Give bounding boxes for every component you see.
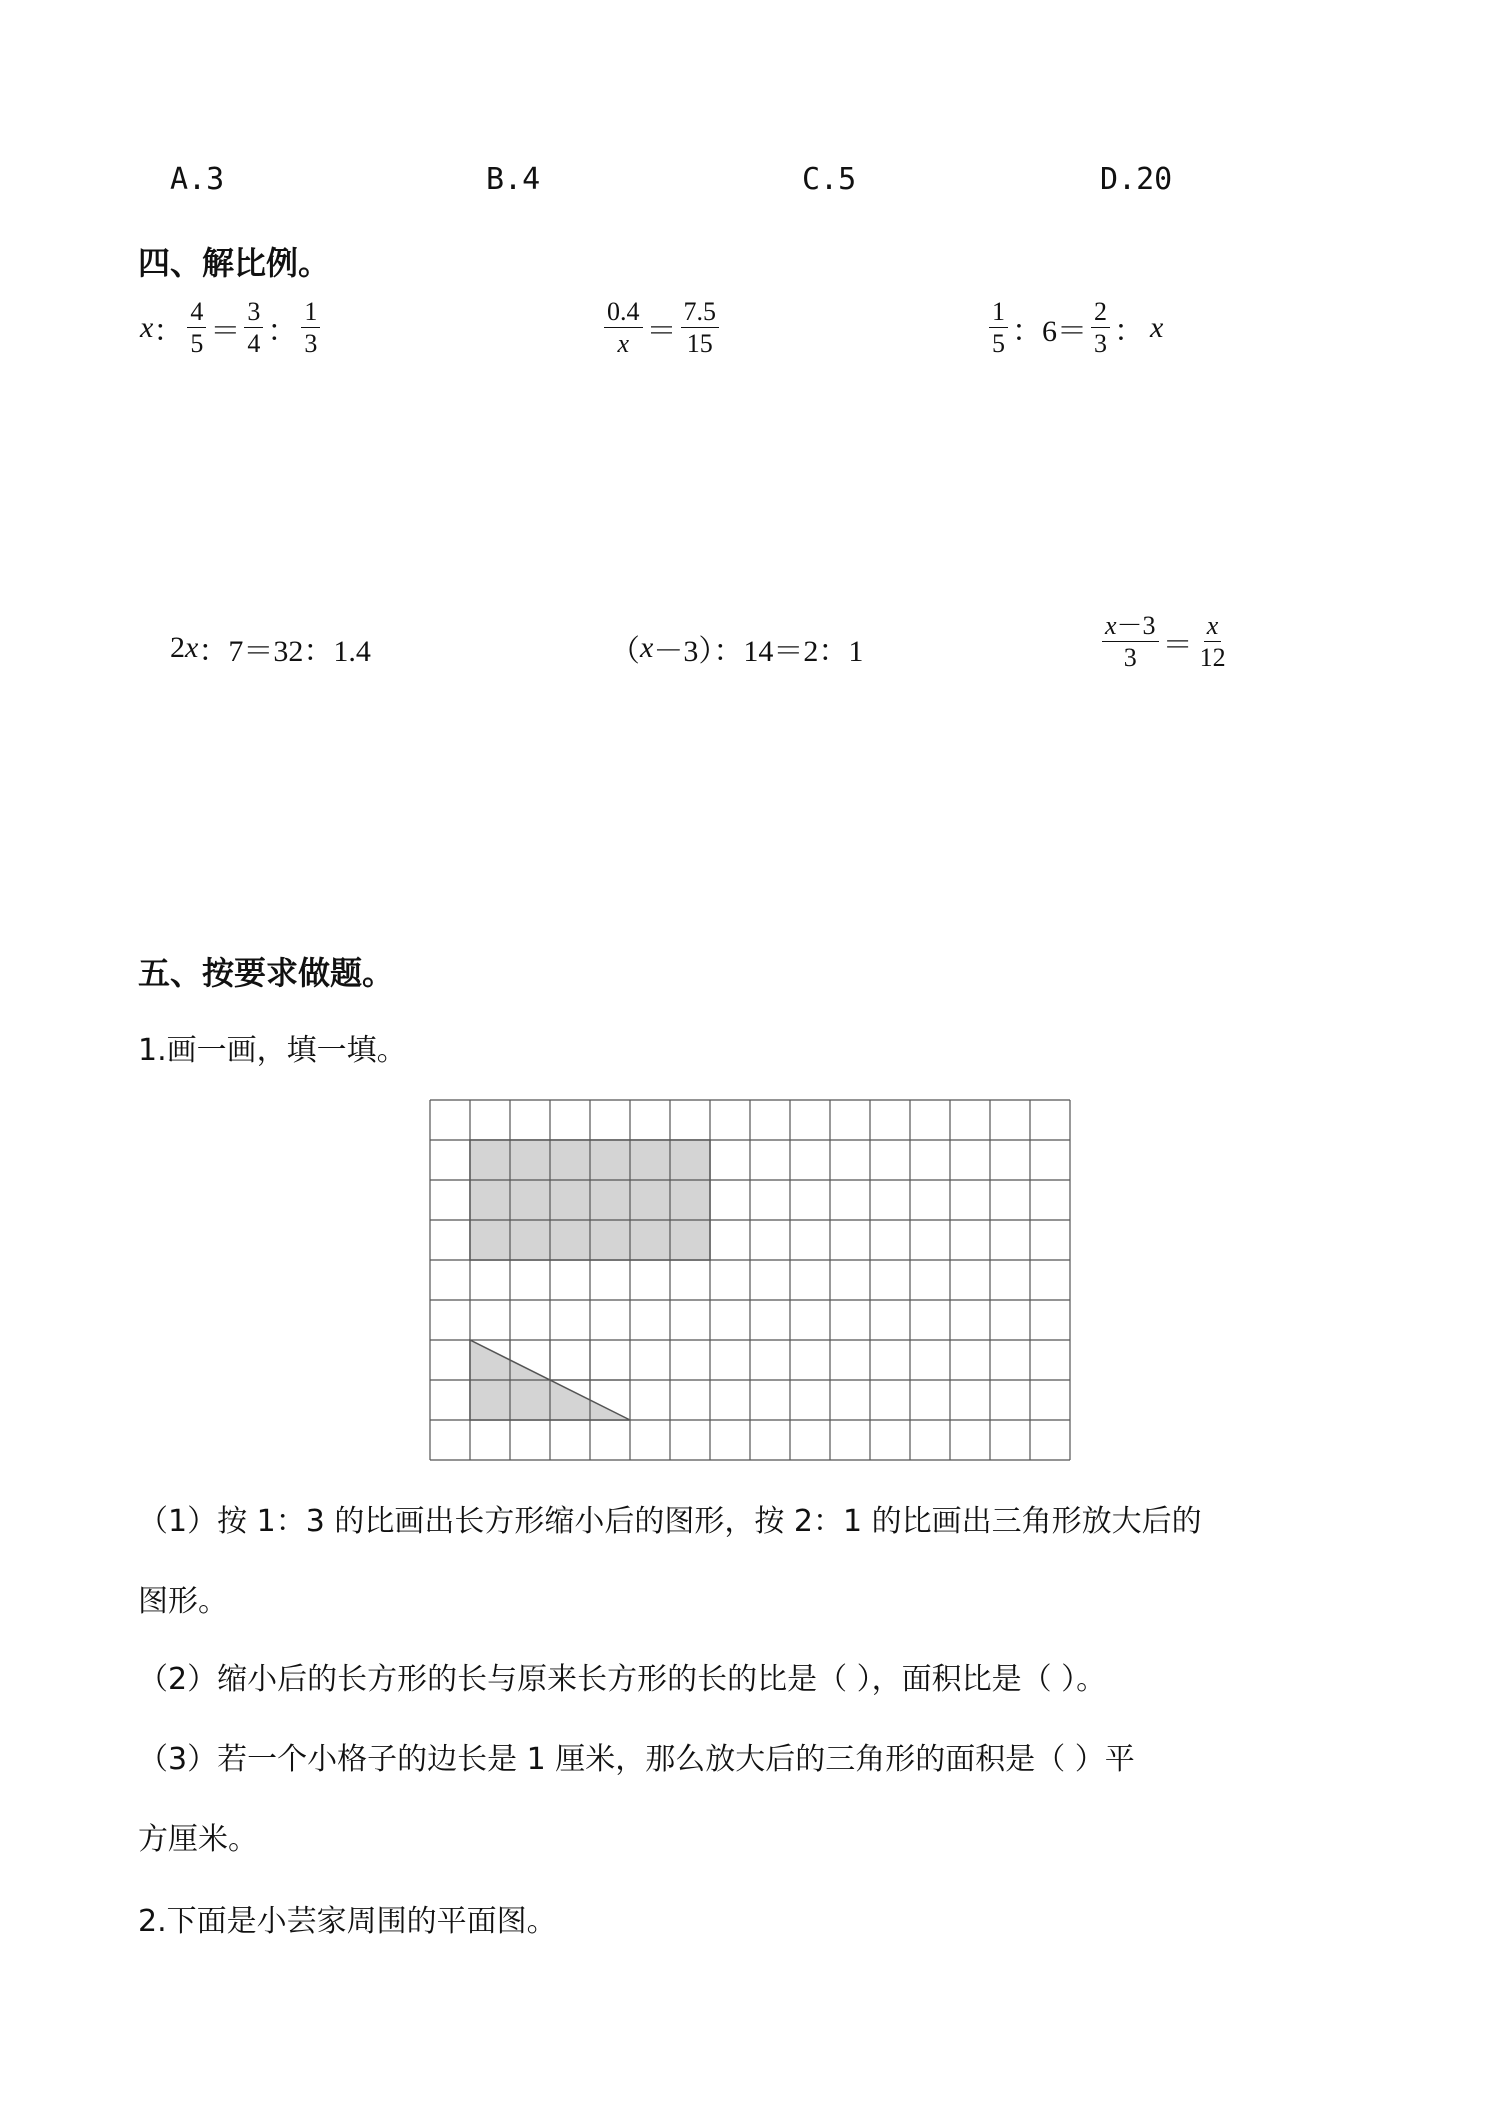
question-1-3-line1: （3）若一个小格子的边长是 1 厘米，那么放大后的三角形的面积是（ ）平 — [138, 1742, 1135, 1777]
option-b: B.4 — [486, 162, 541, 197]
question-1-1-line2: 图形。 — [138, 1584, 228, 1619]
grid-figure — [429, 1099, 1071, 1461]
equation-3: $\frac{1}{5}$ ：6＝ $\frac{2}{3}$ ： x — [985, 298, 1163, 358]
question-1-title: 1.画一画，填一填。 — [138, 1033, 407, 1068]
equation-5: （ x －3）：14＝2：1 — [610, 631, 864, 668]
equation-2: $\frac{0.4}{x}$ ＝ $\frac{7.5}{15}$ — [600, 298, 723, 358]
option-c: C.5 — [802, 162, 857, 197]
question-1-2: （2）缩小后的长方形的长与原来长方形的长的比是（ ），面积比是（ ）。 — [138, 1662, 1107, 1697]
question-2-title: 2.下面是小芸家周围的平面图。 — [138, 1904, 557, 1939]
question-1-1-line1: （1）按 1：3 的比画出长方形缩小后的图形，按 2：1 的比画出三角形放大后的 — [138, 1504, 1202, 1539]
option-a: A.3 — [170, 162, 225, 197]
equation-6: $\frac{x-3}{3}$ ＝ $\frac{x}{12}$ — [1098, 612, 1233, 672]
equation-1: x ： $\frac{4}{5}$ ＝ $\frac{3}{4}$ ： $\frac{1}{3}$ — [140, 298, 324, 358]
equation-4: 2 x ：7＝32：1.4 — [170, 631, 371, 668]
section-5-title: 五、按要求做题。 — [138, 954, 395, 992]
question-1-3-line2: 方厘米。 — [138, 1822, 258, 1857]
section-4-title: 四、解比例。 — [138, 244, 331, 282]
option-d: D.20 — [1100, 162, 1173, 197]
